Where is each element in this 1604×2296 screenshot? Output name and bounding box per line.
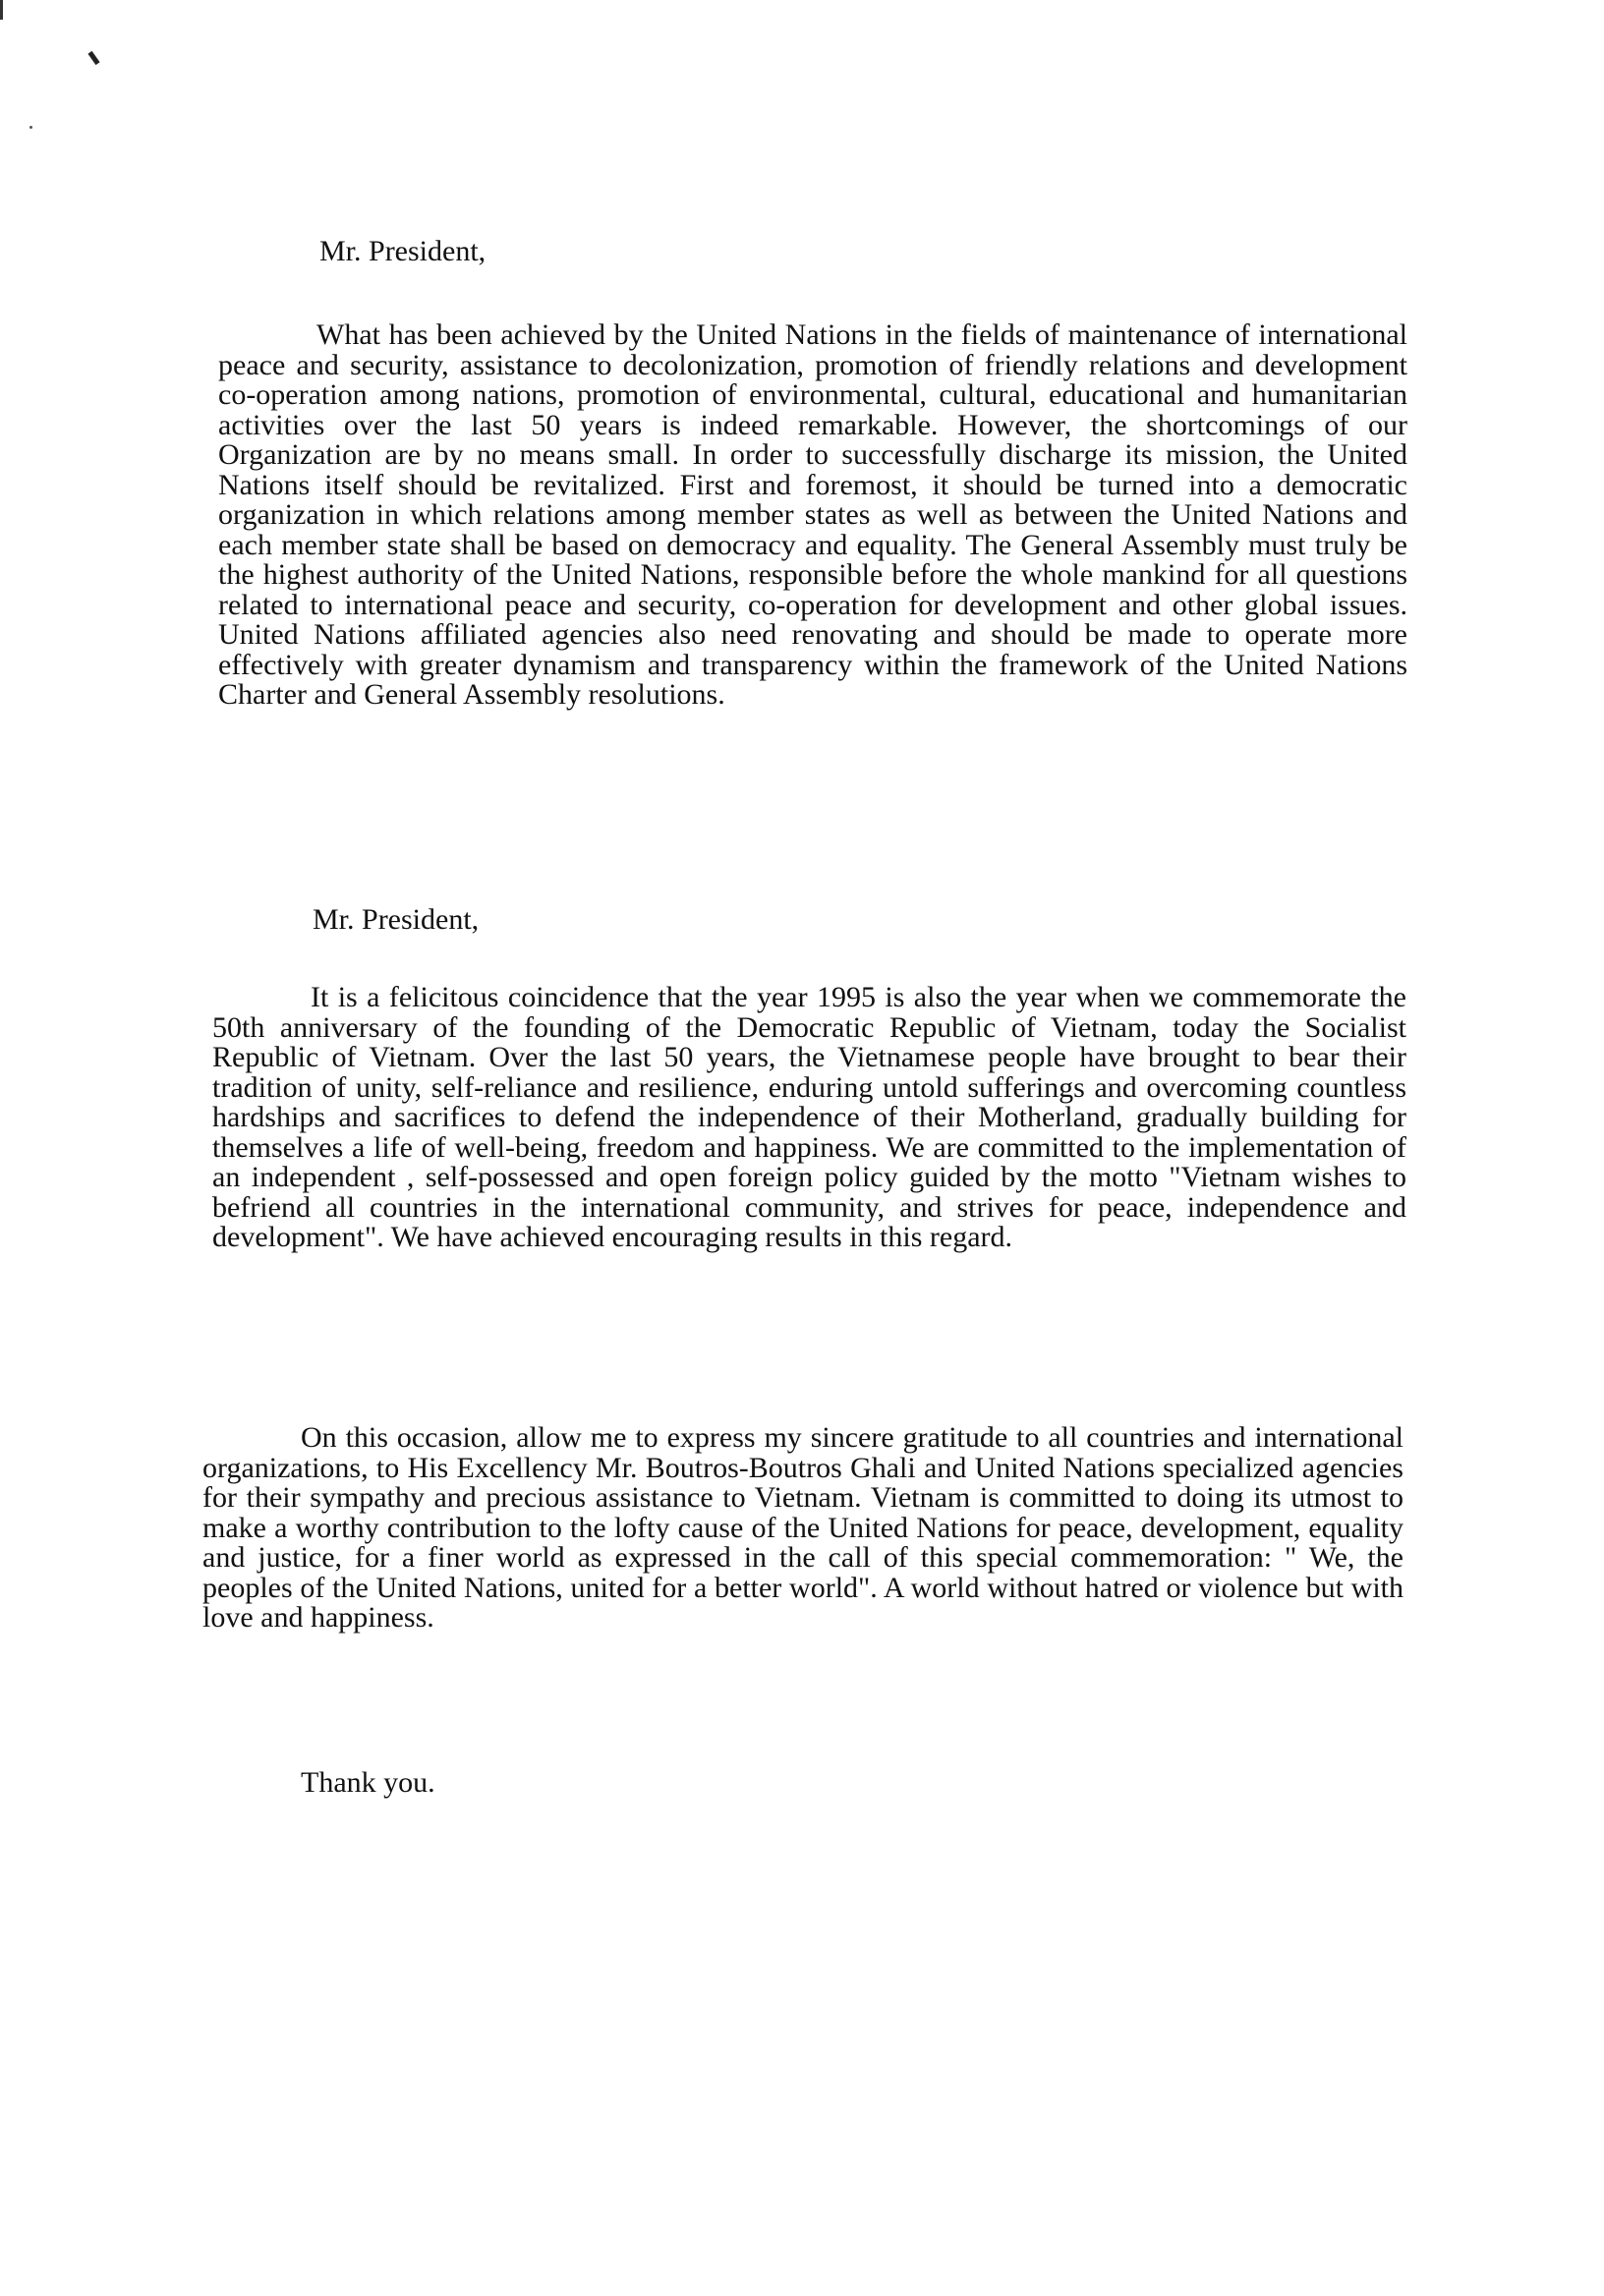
- paragraph-vietnam-anniversary: It is a felicitous coincidence that the year 1995 is also the year when we commemorate the 50th anniversary of the founding of the Democratic Republic of Vietnam, today the Socialist Republic of Vietnam. Over the last 50 years, the Vietnamese people have brought to bear their tradition of unity, self-reliance and resilience, enduring untold sufferings and overcoming countless hardships and sacrifices to defend the independence of their Motherland, gradually building for themselves a life of well-being, freedom and happiness. We are committed to the implementation of an independent , self-possessed and open foreign policy guided by the motto "Vietnam wishes to befriend all countries in the international community, and strives for peace, independence and development". We have achieved encouraging results in this regard.: [212, 981, 1406, 1253]
- salutation: Mr. President,: [319, 235, 487, 267]
- paragraph-un-achievements: What has been achieved by the United Nations in the fields of maintenance of international peace and security, assistance to decolonization, promotion of friendly relations and development co-operation among nations, promotion of environmental, cultural, educational and humanitarian activities over the last 50 years is indeed remarkable. However, the shortcomings of our Organization are by no means small. In order to successfully discharge its mission, the United Nations itself should be revitalized. First and foremost, it should be turned into a democratic organization in which relations among member states as well as between the United Nations and each member state shall be based on democracy and equality. The General Assembly must truly be the highest authority of the United Nations, responsible before the whole mankind for all questions related to international peace and security, co-operation for development and other global issues. United Nations affiliated agencies also need renovating and should be made to operate more effectively with greater dynamism and transparency within the framework of the United Nations Charter and General Assembly resolutions.: [218, 318, 1407, 711]
- paragraph-gratitude: On this occasion, allow me to express my sincere gratitude to all countries and international organizations, to His Excellency Mr. Boutros-Boutros Ghali and United Nations specialized agencies for their sympathy and precious assistance to Vietnam. Vietnam is committed to doing its utmost to make a worthy contribution to the lofty cause of the United Nations for peace, development, equality and justice, for a finer world as expressed in the call of this special commemoration: " We, the peoples of the United Nations, united for a better world". A world without hatred or violence but with love and happiness.: [202, 1421, 1404, 1634]
- closing: Thank you.: [301, 1766, 435, 1799]
- scan-edge-mark: [0, 0, 3, 20]
- scan-speck: [87, 51, 99, 65]
- salutation: Mr. President,: [313, 903, 480, 936]
- scan-speck: [29, 126, 32, 129]
